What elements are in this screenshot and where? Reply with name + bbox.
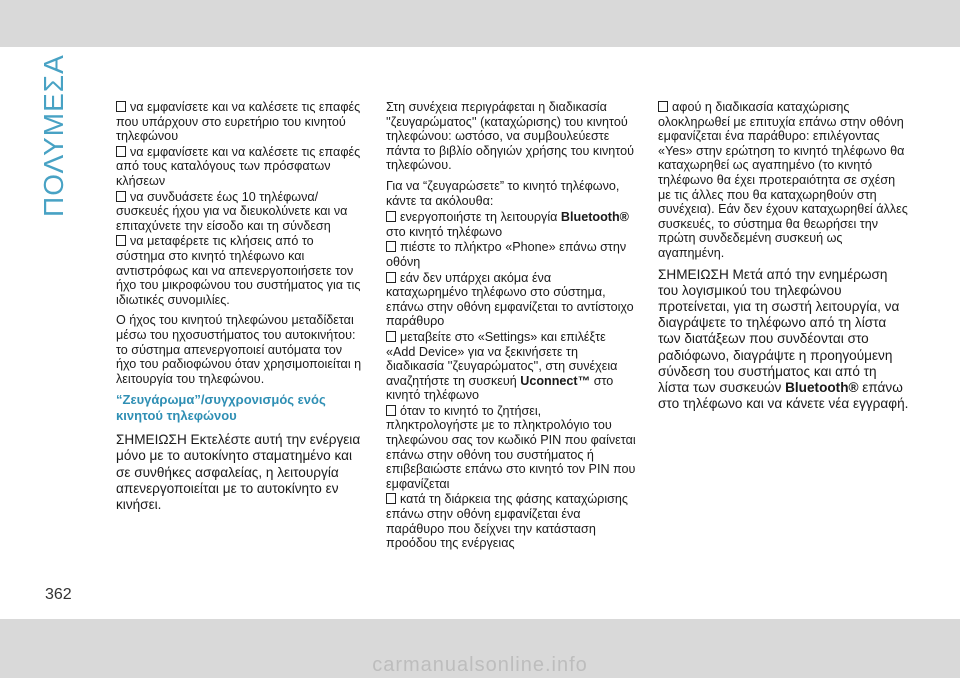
- watermark: carmanualsonline.info: [372, 654, 588, 676]
- list-item: μεταβείτε στο «Settings» και επιλέξτε «Add Device» για να ξεκινήσετε τη διαδικασία ''ζευγαρώματος'', στη συνέχεια αναζητήστε τη συσκευή Uconnect™ στο κινητό τηλέφωνο: [386, 329, 618, 403]
- column-1: [116, 100, 364, 519]
- checkbox-bullet-icon: [386, 405, 396, 416]
- paragraph: Για να “ζευγαρώσετε” το κινητό τηλέφωνο, κάντε τα ακόλουθα:: [386, 178, 620, 208]
- checkbox-bullet-icon: [116, 235, 126, 246]
- section-heading: “Ζευγάρωμα”/συγχρονισμός ενός κινητού τηλεφώνου: [116, 392, 326, 424]
- column-3: [658, 100, 910, 418]
- list-item: εάν δεν υπάρχει ακόμα ένα καταχωρημένο τηλέφωνο στο σύστημα, επάνω στην οθόνη εμφανίζεται το αντίστοιχο παράθυρο: [386, 270, 634, 329]
- checkbox-bullet-icon: [386, 211, 396, 222]
- list-item: να μεταφέρετε τις κλήσεις από το σύστημα στο κινητό τηλέφωνο και αντιστρόφως και να απενεργοποιήσετε τον ήχο του μικροφώνου του συστήματος για τις ιδιωτικές συνομιλίες.: [116, 234, 361, 307]
- list-item: να συνδυάσετε έως 10 τηλέφωνα/ συσκευές ήχου για να διευκολύνετε και να επιταχύνετε την είσοδο και τη σύνδεση: [116, 189, 348, 233]
- list-item: πιέστε το πλήκτρο «Phone» επάνω στην οθόνη: [386, 240, 627, 269]
- checkbox-bullet-icon: [386, 272, 396, 283]
- column-2: [386, 100, 636, 552]
- list-item: όταν το κινητό το ζητήσει, πληκτρολογήστε με το πληκτρολόγιο του τηλεφώνου σας τον κωδικό PIN που φαίνεται επάνω στην οθόνη του συστήματος ή επιβεβαιώστε επάνω στο κινητό τον PIN που εμφανίζεται: [386, 403, 636, 491]
- paragraph: Στη συνέχεια περιγράφεται η διαδικασία ''ζευγαρώματος'' (καταχώρισης) του κινητού τηλεφώνου: ωστόσο, να συμβουλεύεστε πάντα το βιβλίο οδηγιών χρήσης του κινητού τηλεφώνου.: [386, 100, 634, 173]
- list-item: να εμφανίσετε και να καλέσετε τις επαφές που υπάρχουν στο ευρετήριο του κινητού τηλεφώνου: [116, 100, 361, 144]
- section-tab-label: ΠΟΛΥΜΕΣΑ: [38, 54, 69, 217]
- list-item: κατά τη διάρκεια της φάσης καταχώρισης επάνω στην οθόνη εμφανίζεται ένα παράθυρο που δείχνει την κατάσταση προόδου της ενέργειας: [386, 492, 628, 551]
- list-item: αφού η διαδικασία καταχώρισης ολοκληρωθεί με επιτυχία επάνω στην οθόνη εμφανίζεται ένα παράθυρο: επιλέγοντας «Yes» στην ερώτηση το κινητό τηλέφωνο θα καταχωρηθεί ως αγαπημένο (το κινητό τηλέφωνο θα έχει προτεραιότητα σε σχέση με τις άλλες που θα καταχωρηθούν στη συνέχεια). Εάν δεν έχουν καταχωρηθεί άλλες συσκευές, το σύστημα θα θεωρήσει την πρώτη συνδεδεμένη συσκευή ως αγαπημένη.: [658, 100, 908, 260]
- checkbox-bullet-icon: [116, 146, 126, 157]
- top-band: [0, 0, 960, 47]
- section-tab: [38, 47, 69, 217]
- checkbox-bullet-icon: [386, 331, 396, 342]
- page-number: 362: [45, 586, 72, 603]
- paragraph: Ο ήχος του κινητού τηλεφώνου μεταδίδεται μέσω του ηχοσυστήματος του αυτοκινήτου: το σύστημα απενεργοποιεί αυτόματα τον ήχο του ραδιοφώνου όταν χρησιμοποιείται η λειτουργία του τηλεφώνου.: [116, 313, 362, 386]
- checkbox-bullet-icon: [116, 101, 126, 112]
- checkbox-bullet-icon: [658, 101, 668, 112]
- checkbox-bullet-icon: [386, 241, 396, 252]
- note-paragraph: ΣΗΜΕΙΩΣΗ Εκτελέστε αυτή την ενέργεια μόνο με το αυτοκίνητο σταματημένο και σε συνθήκες ασφαλείας, η λειτουργία απενεργοποιείται με το αυτοκίνητο εν κινήσει.: [116, 432, 361, 513]
- list-item: να εμφανίσετε και να καλέσετε τις επαφές από τους καταλόγους των πρόσφατων κλήσεων: [116, 144, 361, 188]
- checkbox-bullet-icon: [116, 191, 126, 202]
- list-item: ενεργοποιήστε τη λειτουργία Bluetooth® στο κινητό τηλέφωνο: [386, 210, 629, 239]
- note-paragraph: ΣΗΜΕΙΩΣΗ Μετά από την ενημέρωση του λογισμικού του τηλεφώνου προτείνεται, για τη σωστή λειτουργία, να διαγράψετε το τηλέφωνο από τη λίστα των διατάξεων που συνδέονται στο ραδιόφωνο, διαγράψτε η προηγούμενη σύνδεση του συστήματος και από τη λίστα των συσκευών Bluetooth® επάνω στο τηλέφωνο και να κάνετε νέα εγγραφή.: [658, 266, 909, 412]
- checkbox-bullet-icon: [386, 493, 396, 504]
